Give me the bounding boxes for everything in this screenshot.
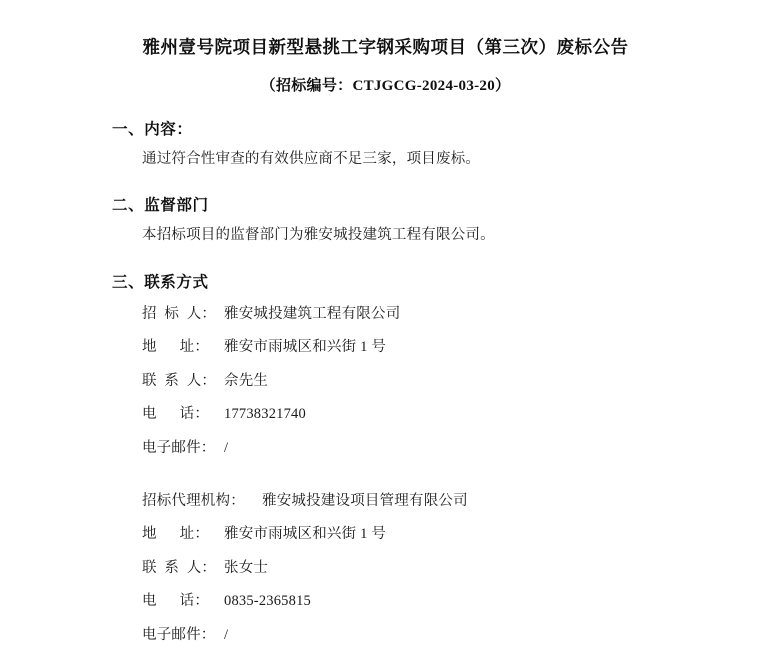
contact-row — [142, 590, 713, 612]
contact-value-agency-phone: 0835-2365815 — [224, 593, 311, 610]
contact-label-agency-email: 电子邮件： — [142, 626, 216, 643]
page-title: 雅州壹号院项目新型悬挑工字钢采购项目（第三次）废标公告 — [142, 37, 629, 57]
contact-row — [142, 336, 713, 358]
contact-value-email: / — [224, 439, 229, 456]
contact-label-agency-phone: 电 话： — [142, 593, 210, 610]
section-heading-content: 一、内容： — [112, 121, 193, 139]
agency-contact-block — [58, 490, 713, 646]
contact-row — [142, 624, 713, 646]
section-body-content: 通过符合性审查的有效供应商不足三家，项目废标。 — [142, 151, 481, 168]
contact-value-tenderer: 雅安城投建筑工程有限公司 — [224, 305, 401, 322]
contact-value-person: 佘先生 — [224, 372, 269, 389]
contact-row — [142, 303, 713, 325]
contact-row — [142, 557, 713, 579]
contact-row — [142, 437, 713, 459]
section-supervision — [58, 193, 713, 247]
tenderer-contact-block — [58, 303, 713, 459]
contact-value-phone: 17738321740 — [224, 406, 306, 423]
section-heading-supervision: 二、监督部门 — [112, 197, 209, 215]
contact-row — [142, 403, 713, 425]
contact-label-tenderer: 招 标 人： — [142, 305, 217, 322]
contact-label-address: 地 址： — [142, 339, 210, 356]
section-contact — [58, 270, 713, 646]
block-divider — [58, 459, 713, 479]
contact-value-agency-email: / — [224, 626, 229, 643]
contact-value-agency-address: 雅安市雨城区和兴街 1 号 — [224, 526, 387, 543]
contact-value-agency-person: 张女士 — [224, 559, 269, 576]
section-heading-contact: 三、联系方式 — [112, 273, 209, 291]
contact-label-phone: 电 话： — [142, 406, 210, 423]
contact-label-agency: 招标代理机构： — [142, 492, 245, 509]
contact-value-address: 雅安市雨城区和兴街 1 号 — [224, 339, 387, 356]
contact-label-agency-person: 联 系 人： — [142, 559, 217, 576]
contact-label-agency-address: 地 址： — [142, 526, 210, 543]
tender-number: （招标编号：CTJGCG-2024-03-20） — [260, 78, 511, 95]
contact-row — [142, 523, 713, 545]
contact-label-email: 电子邮件： — [142, 439, 216, 456]
section-content — [58, 117, 713, 171]
contact-row — [142, 370, 713, 392]
section-body-supervision: 本招标项目的监督部门为雅安城投建筑工程有限公司。 — [142, 227, 495, 244]
contact-label-person: 联 系 人： — [142, 372, 217, 389]
contact-value-agency: 雅安城投建设项目管理有限公司 — [262, 492, 468, 509]
contact-row — [142, 490, 713, 512]
